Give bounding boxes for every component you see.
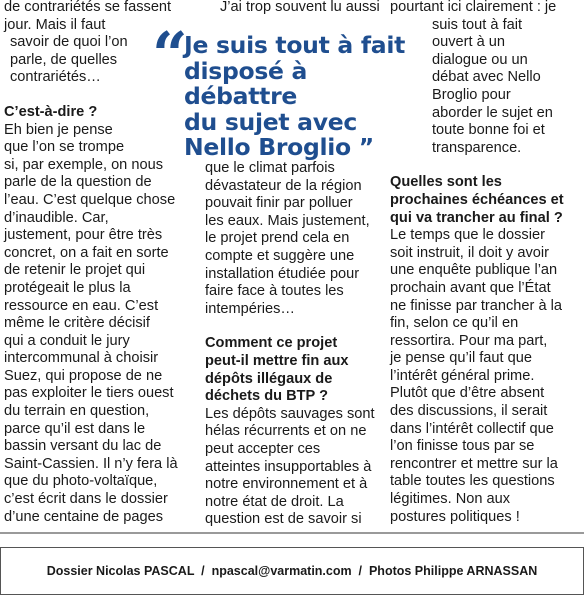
body-line: faire face à toutes les (205, 283, 344, 300)
body-line: légitimes. Non aux (390, 491, 511, 508)
body-line: je pense qu’il faut que (390, 350, 532, 367)
interview-question: C’est-à-dire ? (4, 103, 98, 120)
body-line: postures politiques ! (390, 508, 520, 525)
answer-text (205, 406, 375, 529)
body-line: le projet prend cela en (205, 230, 350, 247)
body-line: dialogue ou un (432, 51, 528, 68)
body-line: ressortira. Pour ma part, (390, 332, 548, 349)
body-line: Saint-Cassien. Il n’y fera là (4, 455, 178, 472)
credits-text: Dossier Nicolas PASCAL / npascal@varmatin.com / Photos Philippe ARNASSAN (46, 564, 538, 578)
answer-text (4, 157, 194, 526)
body-line: dans l’intérêt collectif que (390, 420, 554, 437)
article-column-3 (390, 0, 582, 526)
body-line: protégeait le plus la (4, 279, 131, 296)
body-line: intempéries… (205, 300, 296, 317)
body-line: Le temps que le dossier (390, 227, 545, 244)
body-line: notre environnement et à (205, 476, 368, 493)
body-line: soit instruit, il doit y avoir (390, 244, 549, 261)
pull-quote-line: disposé à débattre (184, 56, 308, 110)
body-line: les eaux. Mais justement, (205, 212, 370, 229)
body-line: Les dépôts sauvages sont (205, 405, 375, 422)
body-line: c’est écrit dans le dossier (4, 491, 168, 508)
article-column-2 (205, 160, 375, 529)
body-line: contrariétés… (10, 69, 101, 86)
body-line: installation étudiée pour (205, 265, 360, 282)
body-line: parle, de quelles (10, 51, 118, 68)
body-line: hélas récurrents et on ne (205, 423, 367, 440)
body-line: concret, on a fait en sorte (4, 244, 169, 261)
body-line: atteintes insupportables à (205, 458, 372, 475)
body-line: Eh bien je pense (4, 121, 113, 138)
body-line: que du photo-voltaïque, (4, 473, 158, 490)
question-line: déchets du BTP ? (205, 388, 328, 405)
body-line: débat avec Nello (432, 69, 541, 86)
body-line: l’on finisse tous par se (390, 438, 535, 455)
body-line: fin, selon ce qu’il en (390, 315, 519, 332)
body-line: bassin versant du lac de (4, 438, 162, 455)
body-line: des discussions, il serait (390, 403, 548, 420)
body-line: intercommunal à choisir (4, 350, 159, 367)
quote-mark-icon: “ (152, 18, 188, 91)
body-line: même le critère décisif (4, 315, 150, 332)
body-line: de retenir le projet qui (4, 262, 146, 279)
separator-rule (0, 532, 584, 534)
body-line: l’intérêt général prime. (390, 367, 535, 384)
text-wrap-block (10, 34, 150, 87)
body-line: jour. Mais il faut (4, 16, 106, 33)
body-line: que le climat parfois (205, 160, 335, 176)
body-line: parce qu’il est dans le (4, 420, 146, 437)
body-line: ne finisse par trancher à la (390, 297, 562, 314)
body-line: peut accepter ces (205, 440, 321, 457)
question-line: Comment ce projet (205, 335, 338, 352)
body-line: pouvait finir par polluer (205, 195, 353, 212)
body-line: que l’on se trompe (4, 139, 125, 156)
body-line: du terrain en question, (4, 403, 150, 420)
body-line: savoir de quoi l’on (10, 34, 128, 51)
body-line: pourtant ici clairement : je (390, 0, 557, 15)
question-line: Quelles sont les (390, 174, 502, 191)
body-line: qui a conduit le jury (4, 332, 130, 349)
pull-quote-line: Nello Broglio ” (184, 133, 374, 161)
body-line: notre état de droit. La (205, 493, 344, 510)
body-line: d’inaudible. Car, (4, 209, 109, 226)
credits-box (0, 547, 584, 595)
interview-question (390, 174, 582, 227)
body-line: suis tout à fait (432, 16, 523, 33)
answer-text (205, 160, 375, 318)
body-line: compte et suggère une (205, 247, 355, 264)
body-line: table toutes les questions (390, 473, 555, 490)
pull-quote-text (184, 33, 424, 161)
question-line: dépôts illégaux de (205, 370, 333, 387)
interview-question (205, 335, 375, 405)
body-line: Broglio pour (432, 86, 511, 103)
text-wrap-block (432, 17, 572, 158)
body-line: Plutôt que d’être absent (390, 385, 545, 402)
body-line: si, par exemple, on nous (4, 156, 163, 173)
pull-quote-line: du sujet avec (184, 107, 358, 136)
body-line: dévastateur de la région (205, 177, 362, 194)
body-line: justement, pour être très (4, 227, 163, 244)
body-line: J’ai trop souvent lu aussi (220, 0, 380, 15)
body-line: prochain avant que l’État (390, 279, 551, 296)
body-line: une enquête publique l’an (390, 262, 558, 279)
question-line: prochaines échéances et (390, 191, 564, 208)
body-line: l’eau. C’est quelque chose (4, 191, 176, 208)
question-line: qui va trancher au final ? (390, 209, 563, 226)
body-line: rencontrer et mettre sur la (390, 455, 558, 472)
body-line: ressource en eau. C’est (4, 297, 159, 314)
body-line: de contrariétés se fassent (4, 0, 172, 15)
pull-quote-line: Je suis tout à fait (184, 31, 406, 59)
question-line: peut-il mettre fin aux (205, 352, 349, 369)
answer-text (390, 227, 582, 526)
body-line: Suez, qui propose de ne (4, 367, 163, 384)
article-column-2-top (220, 0, 390, 17)
body-line: parle de la question de (4, 174, 152, 191)
body-line: d’une centaine de pages (4, 508, 164, 525)
body-line: aborder le sujet en (432, 104, 553, 121)
body-line: ouvert à un (432, 34, 506, 51)
body-line: toute bonne foi et (432, 122, 545, 139)
body-line: question est de savoir si (205, 511, 362, 528)
body-line: transparence. (432, 139, 522, 156)
body-line: pas exploiter le tiers ouest (4, 385, 174, 402)
